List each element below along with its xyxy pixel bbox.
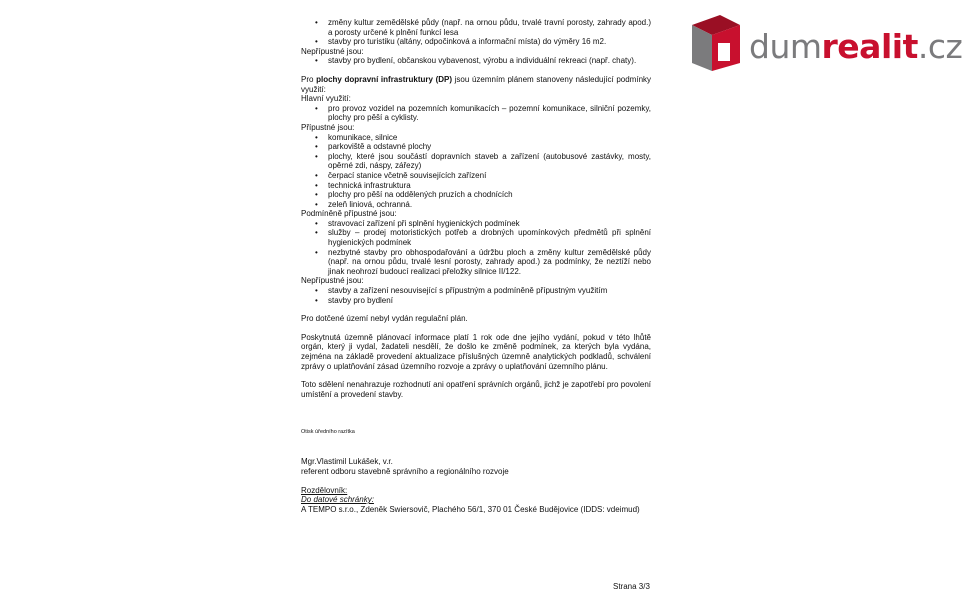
signature-role: referent odboru stavebně správního a regionálního rozvoje [301,466,509,476]
distribution-recipient: A TEMPO s.r.o., Zdeněk Swiersovič, Plachého 56/1, 370 01 České Budějovice (IDDS: vdeimud) [301,504,640,514]
dp-intro [301,75,651,94]
list-item: • parkoviště a odstavné plochy [328,142,651,152]
list-item: • plochy pro pěší na oddělených pruzích a chodnících [328,190,651,200]
section-heading-forbidden: Nepřípustné jsou: [301,46,364,56]
list-item: • změny kultur zemědělské půdy (např. na ornou půdu, trvalé travní porosty, zahrady apod.) a porosty určené k plnění funkcí lesa [328,18,651,37]
section-heading-main-use: Hlavní využití: [301,94,351,104]
house-logo-icon [692,15,742,71]
list-item: • komunikace, silnice [328,133,651,143]
section-heading-forbidden-dp: Nepřípustné jsou: [301,276,364,286]
distribution-subheading: Do datové schránky: [301,495,374,505]
list-item: • pro provoz vozidel na pozemních komunikacích – pozemní komunikace, silniční pozemky, plochy pro pěší a cyklisty. [328,104,651,123]
page-number: Strana 3/3 [613,582,650,591]
notice-paragraph: Toto sdělení nenahrazuje rozhodnutí ani opatření správních orgánů, jichž je zapotřebí pro povolení umístění a provedení stavby. [301,380,651,399]
dp-intro-bold: plochy dopravní infrastruktury (DP) [316,74,453,84]
signature-name: Mgr.Vlastimil Lukášek, v.r. [301,457,393,467]
bullet-list-allowed-block1 [301,18,651,47]
logo-wordmark [749,29,962,65]
section-heading-conditional: Podmíněně přípustné jsou: [301,209,397,219]
document-page [301,18,651,514]
dp-intro-post: jsou územním plánem stanoveny následující podmínky využití: [301,74,652,94]
regulation-note: Pro dotčené území nebyl vydán regulační plán. [301,314,468,324]
list-item: • čerpací stanice včetně souvisejících zařízení [328,171,651,181]
bullet-list-forbidden-dp [301,286,651,305]
bullet-list-conditional [301,219,651,277]
logo-text-realit: realit [821,27,918,66]
list-item: • stravovací zařízení při splnění hygienických podmínek [328,219,651,229]
list-item: • plochy, které jsou součástí dopravních staveb a zařízení (autobusové zastávky, mosty, opěrné zdi, náspy, zářezy) [328,152,651,171]
list-item: • stavby pro turistiku (altány, odpočinková a informační místa) do výměry 16 m2. [328,37,651,47]
dp-intro-pre: Pro [301,74,317,84]
bullet-list-allowed [301,133,651,210]
stamp-placeholder: Otisk úředního razítka [301,429,355,436]
validity-paragraph: Poskytnutá územně plánovací informace platí 1 rok ode dne jejího vydání, pokud v této lhůtě orgán, který ji vydal, žadateli nesdělí, že došlo ke změně podmínek, za kterých byla vydána, zejména na základě provedení aktualizace příslušných územně analytických podkladů, schválení zprávy o uplatňování zásad územního rozvoje a zprávy o uplatňování územního plánu. [301,332,651,371]
logo-text-dum: dum [749,27,822,66]
section-heading-allowed: Přípustné jsou: [301,122,355,132]
distribution-heading: Rozdělovník: [301,485,348,495]
list-item: • stavby a zařízení nesouvisející s přípustným a podmíněně přípustným využitím [328,286,651,296]
list-item: • stavby pro bydlení, občanskou vybavenost, výrobu a individuální rekreaci (např. chaty). [328,56,651,66]
bullet-list-forbidden-block1 [301,56,651,66]
bullet-list-main-use [301,104,651,123]
list-item: • technická infrastruktura [328,181,651,191]
logo-text-cz: .cz [917,27,963,66]
dumrealit-logo[interactable] [692,15,963,75]
list-item: • služby – prodej motoristických potřeb a drobných upomínkových předmětů při splnění hygienických podmínek [328,228,651,247]
list-item: • zeleň liniová, ochranná. [328,200,651,210]
list-item: • stavby pro bydlení [328,296,651,306]
list-item: • nezbytné stavby pro obhospodařování a údržbu ploch a změny kultur zemědělské půdy (např. na ornou půdu, trvalé lesní porosty, zahrady apod.) za podmínky, že neztíží nebo jinak neohrozí budoucí realizaci přeložky silnice II/122. [328,248,651,277]
